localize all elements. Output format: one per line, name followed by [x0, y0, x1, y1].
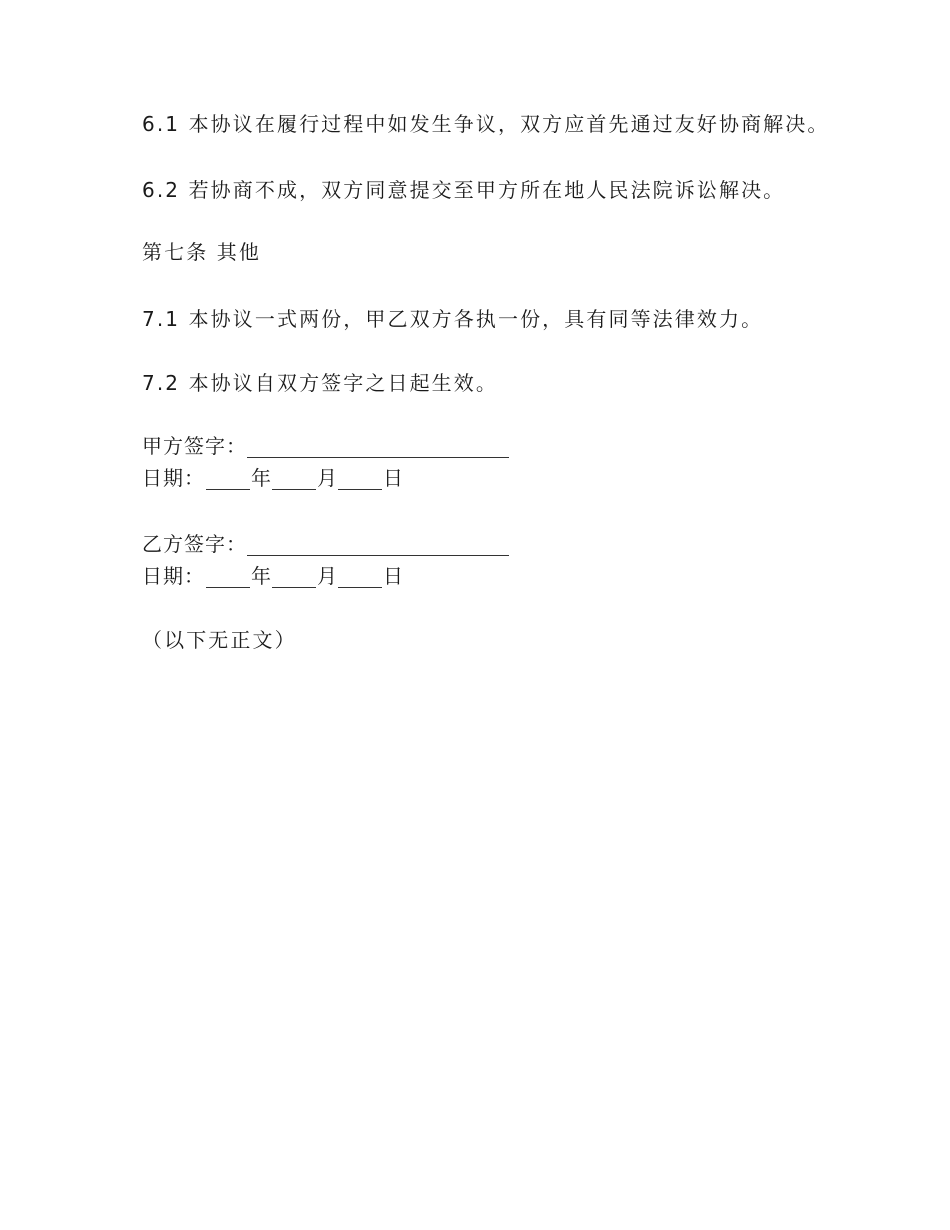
party-a-signature-label: 甲方签字：: [142, 434, 247, 458]
party-a-day-label: 日: [383, 466, 403, 490]
party-b-month-field[interactable]: [272, 568, 316, 588]
party-a-month-label: 月: [317, 466, 337, 490]
party-b-date-row: [142, 564, 403, 588]
end-note: （以下无正文）: [142, 628, 297, 652]
party-a-signature-field[interactable]: [247, 438, 509, 458]
party-b-year-field[interactable]: [206, 568, 250, 588]
party-b-day-label: 日: [383, 564, 403, 588]
party-a-signature-row: [142, 434, 509, 458]
party-b-year-label: 年: [251, 564, 271, 588]
party-a-date-label: 日期：: [142, 466, 205, 490]
party-b-day-field[interactable]: [338, 568, 382, 588]
party-a-year-label: 年: [251, 466, 271, 490]
party-a-month-field[interactable]: [272, 470, 316, 490]
clause-6-2: 6.2 若协商不成，双方同意提交至甲方所在地人民法院诉讼解决。: [142, 178, 786, 202]
party-b-month-label: 月: [317, 564, 337, 588]
party-a-day-field[interactable]: [338, 470, 382, 490]
party-b-date-label: 日期：: [142, 564, 205, 588]
clause-7-1: 7.1 本协议一式两份，甲乙双方各执一份，具有同等法律效力。: [142, 307, 764, 331]
clause-7-2: 7.2 本协议自双方签字之日起生效。: [142, 371, 498, 395]
party-a-date-row: [142, 466, 403, 490]
party-b-signature-row: [142, 532, 509, 556]
clause-6-1: 6.1 本协议在履行过程中如发生争议，双方应首先通过友好协商解决。: [142, 112, 830, 136]
party-b-signature-field[interactable]: [247, 536, 509, 556]
party-b-signature-label: 乙方签字：: [142, 532, 247, 556]
article-7-title: 第七条 其他: [142, 240, 261, 264]
party-a-year-field[interactable]: [206, 470, 250, 490]
